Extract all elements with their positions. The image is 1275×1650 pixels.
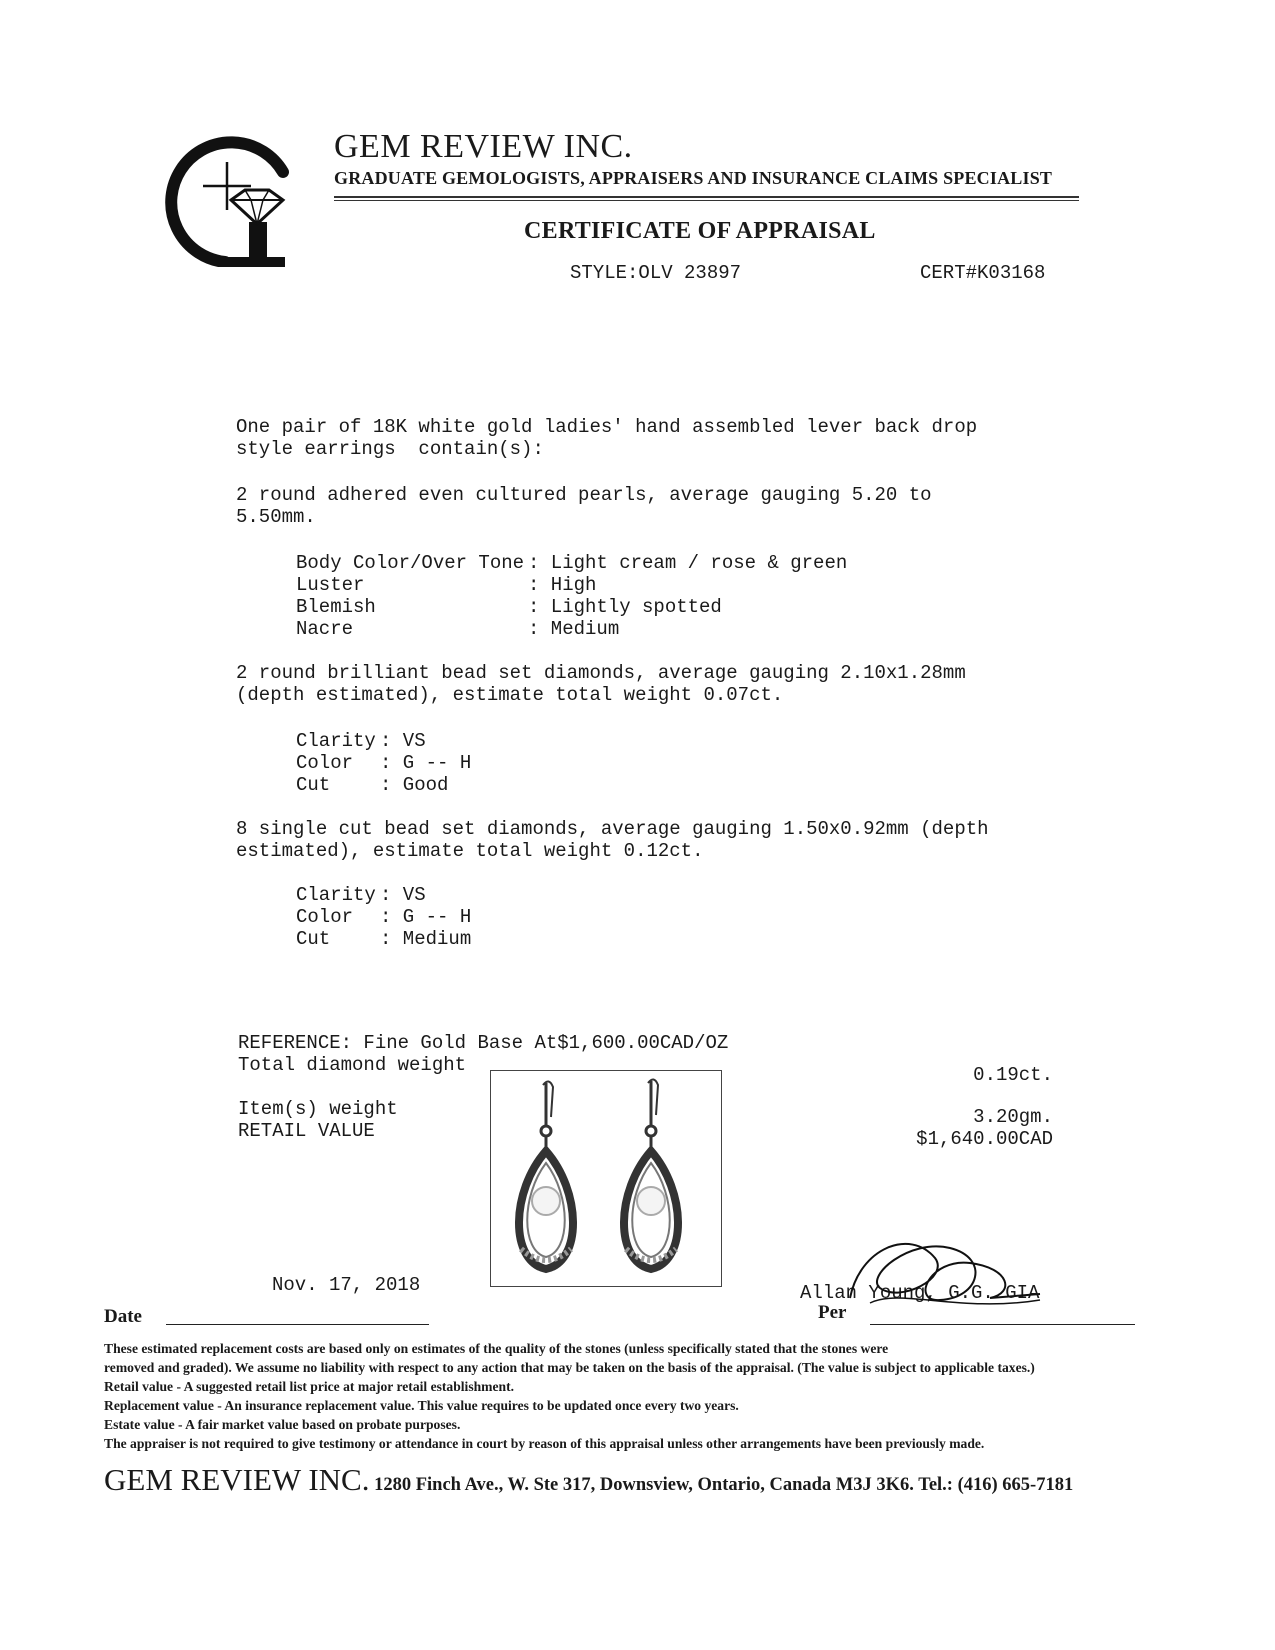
diamond1-spec-label: Color bbox=[296, 752, 354, 774]
diamond1-spec-label: Clarity bbox=[296, 730, 376, 752]
item-photo bbox=[490, 1070, 722, 1287]
appraiser-name: Allan Young, G.G. GIA bbox=[800, 1282, 1040, 1304]
per-line bbox=[870, 1324, 1135, 1325]
retail-value-label: RETAIL VALUE bbox=[238, 1120, 375, 1142]
diamond1-spec-value: : VS bbox=[380, 730, 426, 752]
pearl-spec-value: : Lightly spotted bbox=[528, 596, 722, 618]
disclaimer-line: Retail value - A suggested retail list price at major retail establishment. bbox=[104, 1379, 515, 1394]
company-logo bbox=[165, 132, 295, 267]
pearl-spec-value: : Light cream / rose & green bbox=[528, 552, 848, 574]
header-rule bbox=[334, 196, 1079, 198]
disclaimer-line: Replacement value - An insurance replacement value. This value requires to be updated once every two years. bbox=[104, 1398, 739, 1413]
item-weight-label: Item(s) weight bbox=[238, 1098, 398, 1120]
diamond2-spec-label: Clarity bbox=[296, 884, 376, 906]
pearl-spec-label: Luster bbox=[296, 574, 365, 596]
diamond2-spec-label: Cut bbox=[296, 928, 331, 950]
diamond2-spec-value: : VS bbox=[380, 884, 426, 906]
diamonds2-description-line2: estimated), estimate total weight 0.12ct. bbox=[236, 840, 704, 862]
appraisal-date: Nov. 17, 2018 bbox=[272, 1274, 421, 1296]
disclaimer-line: The appraiser is not required to give testimony or attendance in court by reason of this appraisal unless other arrangements have been previously made. bbox=[104, 1436, 985, 1451]
item-weight-value: 3.20gm. bbox=[973, 1106, 1053, 1128]
diamond2-spec-label: Color bbox=[296, 906, 354, 928]
header-rule-thin bbox=[334, 200, 1079, 201]
diamonds2-description-line1: 8 single cut bead set diamonds, average gauging 1.50x0.92mm (depth bbox=[236, 818, 989, 840]
diamonds1-description-line1: 2 round brilliant bead set diamonds, average gauging 2.10x1.28mm bbox=[236, 662, 966, 684]
disclaimer-line: Estate value - A fair market value based on probate purposes. bbox=[104, 1417, 461, 1432]
date-line bbox=[166, 1324, 429, 1325]
diamond1-spec-value: : Good bbox=[380, 774, 449, 796]
pearls-description-line2: 5.50mm. bbox=[236, 506, 316, 528]
disclaimer-line: removed and graded). We assume no liability with respect to any action that may be taken on the basis of the appraisal. (The value is subject to applicable taxes.) bbox=[104, 1360, 1035, 1375]
footer bbox=[104, 1462, 1073, 1498]
reference-line: REFERENCE: Fine Gold Base At$1,600.00CAD/OZ bbox=[238, 1032, 729, 1054]
pearl-spec-label: Nacre bbox=[296, 618, 354, 640]
diamonds1-description-line2: (depth estimated), estimate total weight 0.07ct. bbox=[236, 684, 784, 706]
diamond2-spec-value: : G -- H bbox=[380, 906, 472, 928]
item-description-line1: One pair of 18K white gold ladies' hand assembled lever back drop bbox=[236, 416, 978, 438]
disclaimer-line: These estimated replacement costs are based only on estimates of the quality of the stones (unless specifically stated that the stones were bbox=[104, 1341, 889, 1356]
signature-scribble bbox=[840, 1218, 1050, 1318]
footer-company: GEM REVIEW INC. bbox=[104, 1462, 370, 1497]
pearl-spec-value: : High bbox=[528, 574, 597, 596]
diamond1-spec-value: : G -- H bbox=[380, 752, 472, 774]
footer-address: 1280 Finch Ave., W. Ste 317, Downsview, Ontario, Canada M3J 3K6. Tel.: (416) 665-7181 bbox=[369, 1475, 1074, 1495]
pearl-spec-value: : Medium bbox=[528, 618, 620, 640]
cert-number: CERT#K03168 bbox=[920, 262, 1046, 284]
pearl-spec-label: Body Color/Over Tone bbox=[296, 552, 525, 574]
diamond1-spec-label: Cut bbox=[296, 774, 331, 796]
retail-value-amount: $1,640.00CAD bbox=[916, 1128, 1053, 1150]
style-number: STYLE:OLV 23897 bbox=[570, 262, 742, 284]
item-description-line2: style earrings contain(s): bbox=[236, 438, 544, 460]
total-diamond-label: Total diamond weight bbox=[238, 1054, 467, 1076]
total-diamond-value: 0.19ct. bbox=[973, 1064, 1053, 1086]
certificate-title: CERTIFICATE OF APPRAISAL bbox=[524, 218, 876, 244]
company-tagline: GRADUATE GEMOLOGISTS, APPRAISERS AND INSURANCE CLAIMS SPECIALIST bbox=[334, 168, 1053, 188]
per-label: Per bbox=[818, 1302, 847, 1323]
diamond2-spec-value: : Medium bbox=[380, 928, 472, 950]
date-label: Date bbox=[104, 1306, 142, 1327]
earrings-image bbox=[491, 1071, 721, 1286]
pearl-spec-label: Blemish bbox=[296, 596, 376, 618]
company-name: GEM REVIEW INC. bbox=[334, 128, 633, 165]
pearls-description-line1: 2 round adhered even cultured pearls, average gauging 5.20 to bbox=[236, 484, 932, 506]
